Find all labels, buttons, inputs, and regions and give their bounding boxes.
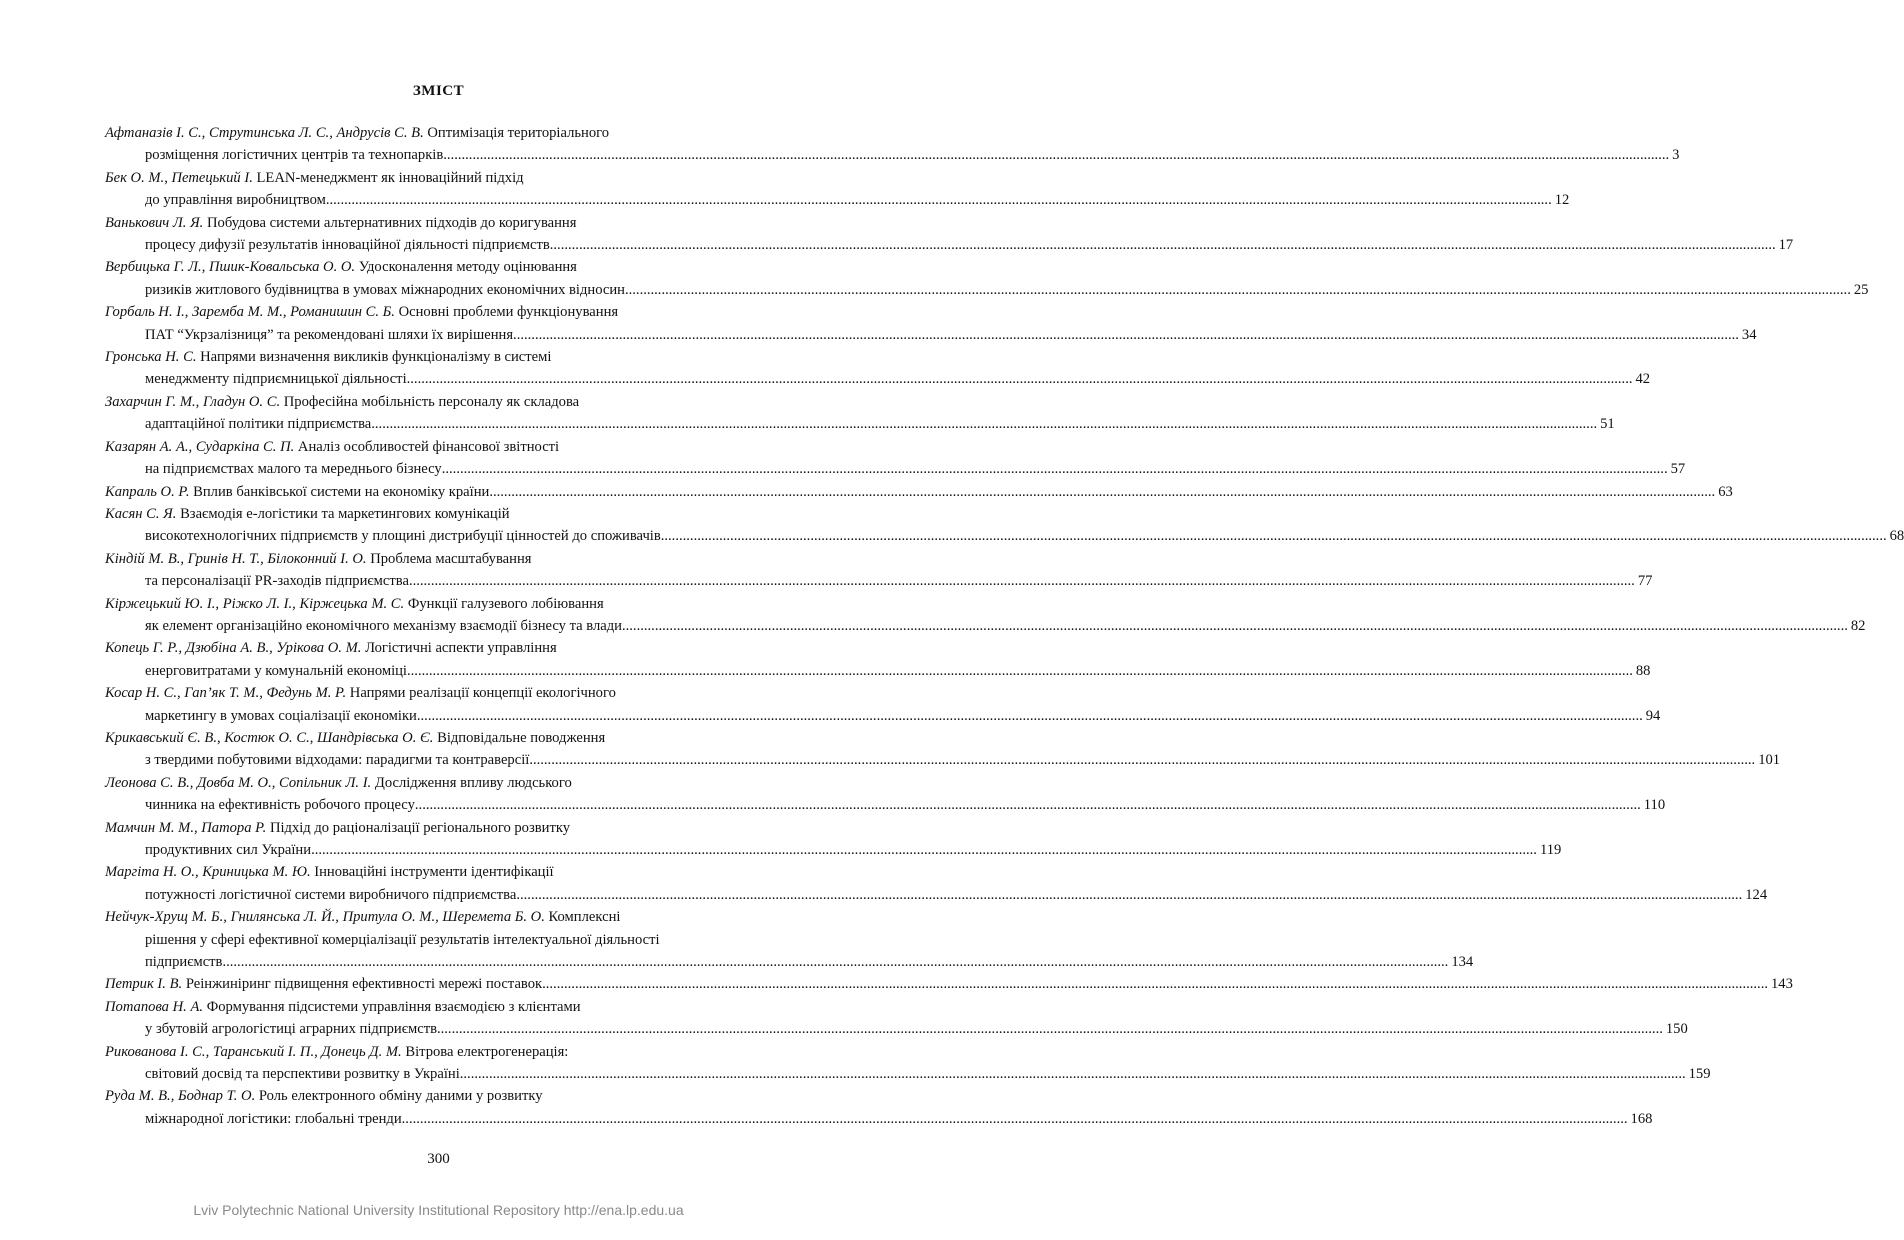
toc-entry-page: 42: [1635, 371, 1651, 388]
toc-leader-dots: [661, 525, 1887, 547]
toc-entry-title: Удосконалення методу оцінювання: [358, 259, 577, 276]
toc-entry-page: 63: [1718, 483, 1733, 500]
toc-entry-title: адаптаційної політики підприємства: [145, 416, 372, 433]
toc-entry-line: [105, 637, 803, 659]
toc-leader-dots: [625, 279, 1851, 301]
toc-entry: [105, 637, 1651, 682]
toc-entry-title: у збутовій агрологістиці аграрних підприємств: [145, 1021, 437, 1038]
toc-entry-line: [105, 256, 803, 278]
toc-entry-line: [105, 481, 1733, 503]
toc-entry-title: Логістичні аспекти управління: [365, 640, 557, 657]
toc-entry-authors: Крикавський Є. В., Костюк О. С., Шандрівська О. Є.: [105, 729, 434, 746]
toc-entry-title: до управління виробництвом: [145, 192, 326, 209]
toc-entry-page: 134: [1451, 954, 1474, 971]
toc-entry-page: 110: [1643, 797, 1666, 814]
toc-entry-line: [105, 346, 803, 368]
toc-leader-dots: [550, 234, 1776, 256]
toc-entry-title: Проблема масштабування: [370, 550, 532, 567]
toc-entry-title: на підприємствах малого та мереднього бізнесу: [145, 461, 442, 478]
toc-entry: [105, 481, 1733, 503]
toc-entry-line: [105, 167, 803, 189]
toc-entry-title: Вплив банківської системи на економіку країни: [193, 483, 490, 500]
toc-leader-dots: [516, 884, 1742, 906]
toc-entry-line: [105, 570, 1653, 592]
toc-entry: [105, 212, 1794, 257]
toc-entry-title: продуктивних сил України: [145, 842, 312, 858]
toc-entry-title: міжнародної логістики: глобальні тренди: [145, 1110, 402, 1127]
toc-entry-title: потужності логістичної системи виробничого підприємства: [145, 886, 517, 903]
toc-entry-page: 34: [1741, 326, 1757, 343]
toc-entry-line: [105, 391, 803, 413]
toc-entry-authors: Нейчук-Хрущ М. Б., Гнилянська Л. Й., Притула О. М., Шеремета Б. О.: [105, 909, 545, 926]
toc-entry-authors: Вербицька Г. Л., Пшик-Ковальська О. О.: [105, 259, 356, 276]
toc-entry-page: 57: [1670, 461, 1686, 478]
toc-entry: [105, 436, 1686, 481]
toc-entry-line: [105, 234, 1794, 256]
toc-entry-title: процесу дифузії результатів інноваційної діяльності підприємств: [145, 237, 550, 254]
toc-entry-title: Взаємодія е-логістики та маркетингових комунікацій: [180, 505, 510, 522]
toc-entry-title: високотехнологічних підприємств у площині дистрибуції цінностей до споживачів: [145, 528, 661, 545]
toc-entry-authors: Косар Н. С., Гап’як Т. М., Федунь М. Р.: [105, 685, 347, 702]
toc-entry: [105, 1085, 1653, 1130]
toc-entry-title: Напрями реалізації концепції екологічного: [349, 685, 616, 702]
toc-entry-authors: Мамчин М. М., Патора Р.: [105, 819, 267, 836]
toc-entry-authors: Гронська Н. С.: [105, 349, 197, 366]
toc-entry-title: маркетингу в умовах соціалізації економіки: [145, 707, 417, 724]
toc-entry-title: Вітрова електрогенерація:: [405, 1043, 569, 1060]
toc-entry-line: [105, 458, 1686, 480]
toc-entry-line: [105, 727, 803, 749]
toc-entry-page: 51: [1600, 416, 1615, 433]
toc-entry-line: [105, 122, 803, 144]
toc-entry-authors: Казарян А. А., Сударкіна С. П.: [105, 438, 295, 455]
toc-entry-title: Професійна мобільність персоналу як складова: [283, 393, 580, 410]
toc-entry-line: [105, 973, 1793, 995]
toc-entry-title: Основні проблеми функціонування: [398, 304, 619, 321]
toc-entry-line: [105, 705, 1661, 727]
toc-entry-title: Відповідальне поводження: [437, 729, 606, 746]
toc-entry-line: [105, 368, 1651, 390]
toc-entry-line: [105, 525, 1904, 547]
toc-entry-title: Оптимізація територіального: [427, 125, 610, 141]
toc-entry: [105, 861, 1768, 906]
toc-entry-line: [105, 1063, 1711, 1085]
toc-entry-line: [105, 548, 803, 570]
table-of-contents: [105, 122, 1904, 1130]
toc-entry-line: [105, 615, 1866, 637]
toc-leader-dots: [542, 973, 1768, 995]
toc-entry-title: ПАТ “Укрзалізниця” та рекомендовані шляхи їх вирішення: [145, 326, 514, 343]
toc-entry-title: підприємств: [145, 954, 223, 971]
toc-leader-dots: [222, 951, 1448, 973]
toc-entry-page: 124: [1745, 886, 1768, 903]
toc-entry-title: LEAN-менеджмент як інноваційний підхід: [256, 169, 524, 186]
toc-entry-title: Функції галузевого лобіювання: [407, 595, 604, 612]
toc-entry-line: [105, 279, 1869, 301]
toc-leader-dots: [442, 458, 1668, 480]
toc-entry-title: чинника на ефективність робочого процесу: [145, 797, 415, 814]
toc-entry-authors: Ванькович Л. Я.: [105, 214, 204, 231]
toc-entry: [105, 346, 1651, 391]
toc-entry: [105, 1041, 1711, 1086]
toc-entry-page: 82: [1850, 617, 1866, 634]
toc-leader-dots: [311, 839, 1537, 861]
toc-entry-page: 159: [1688, 1066, 1711, 1083]
page-number: 300: [427, 1151, 450, 1167]
toc-entry-authors: Бек О. М., Петецький І.: [105, 169, 253, 186]
toc-entry-line: [105, 1085, 803, 1107]
toc-leader-dots: [622, 615, 1848, 637]
toc-entry: [105, 727, 1781, 772]
toc-entry-line: [105, 884, 1768, 906]
toc-leader-dots: [415, 794, 1641, 816]
toc-entry-line: [105, 593, 803, 615]
toc-entry-page: 3: [1672, 147, 1680, 164]
toc-leader-dots: [529, 749, 1755, 771]
toc-entry-title: та персоналізації PR-заходів підприємства: [145, 573, 409, 590]
toc-entry-authors: Рикованова І. С., Таранський І. П., Донець Д. М.: [105, 1043, 402, 1060]
toc-entry-page: 25: [1853, 281, 1869, 298]
toc-entry-line: [105, 749, 1781, 771]
toc-entry: [105, 122, 1680, 167]
toc-entry-authors: Маргіта Н. О., Криницька М. Ю.: [105, 864, 311, 881]
toc-entry-line: [105, 301, 803, 323]
toc-entry: [105, 906, 1474, 973]
toc-entry: [105, 167, 1570, 212]
toc-leader-dots: [407, 368, 1633, 390]
toc-entry-page: 68: [1889, 528, 1904, 545]
toc-leader-dots: [489, 481, 1715, 503]
toc-entry: [105, 772, 1666, 817]
toc-entry: [105, 973, 1793, 995]
toc-leader-dots: [407, 660, 1633, 682]
toc-entry-title: Дослідження впливу людського: [374, 774, 572, 791]
page-title: ЗМІСТ: [412, 83, 465, 99]
toc-entry-line: [105, 1018, 1688, 1040]
toc-entry: [105, 301, 1757, 346]
toc-entry-page: 77: [1637, 573, 1653, 590]
toc-entry-line: [105, 839, 1562, 861]
toc-entry-line: [105, 189, 1570, 211]
toc-entry: [105, 593, 1866, 638]
toc-entry-title: Комплексні: [548, 909, 621, 926]
toc-entry-line: [105, 772, 803, 794]
toc-entry-authors: Кіржецький Ю. І., Ріжко Л. І., Кіржецька М. С.: [105, 595, 405, 612]
toc-entry-title: Формування підсистеми управління взаємодією з клієнтами: [206, 998, 581, 1015]
toc-leader-dots: [326, 189, 1552, 211]
toc-entry-page: 101: [1758, 752, 1781, 769]
toc-entry: [105, 996, 1688, 1041]
toc-entry-line: [105, 660, 1651, 682]
toc-entry-title: рішення у сфері ефективної комерціалізації результатів інтелектуальної діяльності: [145, 931, 660, 948]
toc-entry-line: [105, 1108, 1653, 1130]
toc-leader-dots: [409, 570, 1635, 592]
toc-entry-line: [105, 794, 1666, 816]
toc-leader-dots: [460, 1063, 1686, 1085]
toc-entry-title: Роль електронного обміну даними у розвитку: [258, 1088, 543, 1105]
toc-entry-title: світовий досвід та перспективи розвитку в Україні: [145, 1066, 460, 1083]
toc-entry-title: як елемент організаційно економічного механізму взаємодії бізнесу та влади: [145, 617, 622, 634]
toc-entry-authors: Петрик І. В.: [105, 976, 183, 993]
toc-entry-authors: Копець Г. Р., Дзюбіна А. В., Урікова О. М.: [105, 640, 362, 657]
toc-leader-dots: [417, 705, 1643, 727]
toc-entry-line: [105, 682, 803, 704]
toc-entry-page: 119: [1539, 842, 1562, 858]
toc-leader-dots: [513, 324, 1739, 346]
toc-entry-authors: Афтаназів І. С., Струтинська Л. С., Андрусів С. В.: [105, 125, 424, 141]
toc-entry-title: з твердими побутовими відходами: парадигми та контраверсії: [145, 752, 530, 769]
toc-entry-authors: Капраль О. Р.: [105, 483, 190, 500]
toc-entry-line: [105, 906, 803, 928]
toc-entry-title: розміщення логістичних центрів та технопарків: [145, 147, 444, 164]
toc-entry-line: [105, 436, 803, 458]
toc-entry: [105, 817, 1562, 862]
toc-entry-page: 88: [1635, 662, 1651, 679]
toc-entry-authors: Руда М. В., Боднар Т. О.: [105, 1088, 256, 1105]
toc-entry-line: [105, 1041, 803, 1063]
toc-leader-dots: [402, 1108, 1628, 1130]
toc-entry: [105, 256, 1869, 301]
toc-entry-authors: Касян С. Я.: [105, 505, 177, 522]
toc-entry: [105, 503, 1904, 548]
toc-entry-authors: Кіндій М. В., Гринів Н. Т., Білоконний І. О.: [105, 550, 367, 567]
toc-entry-title: Побудова системи альтернативних підходів до коригування: [206, 214, 577, 231]
toc-entry-line: [105, 951, 1474, 973]
toc-entry-authors: Захарчин Г. М., Гладун О. С.: [105, 393, 281, 410]
toc-entry-authors: Потапова Н. А.: [105, 998, 204, 1015]
toc-leader-dots: [437, 1018, 1663, 1040]
toc-entry-line: [105, 996, 803, 1018]
toc-entry-line: [105, 503, 803, 525]
toc-entry-title: Підхід до раціоналізації регіонального розвитку: [269, 819, 571, 836]
toc-entry-title: Напрями визначення викликів функціоналізму в системі: [200, 349, 552, 366]
toc-entry-line: [105, 324, 1757, 346]
toc-entry: [105, 548, 1653, 593]
toc-entry-line: [105, 929, 803, 951]
toc-entry-page: 143: [1770, 976, 1793, 993]
toc-entry-title: ризиків житлового будівництва в умовах міжнародних економічних відносин: [145, 281, 625, 298]
toc-entry-title: Реінжиніринг підвищення ефективності мережі поставок: [185, 976, 543, 993]
toc-leader-dots: [371, 413, 1597, 435]
toc-leader-dots: [443, 144, 1669, 166]
toc-entry: [105, 682, 1661, 727]
toc-entry-page: 94: [1645, 707, 1661, 724]
toc-entry-line: [105, 861, 803, 883]
toc-entry-line: [105, 144, 1680, 166]
toc-entry-page: 150: [1665, 1021, 1688, 1038]
toc-entry-page: 17: [1778, 237, 1794, 254]
toc-entry: [105, 391, 1615, 436]
toc-entry-title: менеджменту підприємницької діяльності: [145, 371, 407, 388]
toc-entry-title: Інноваційні інструменти ідентифікації: [314, 864, 554, 881]
toc-entry-line: [105, 212, 803, 234]
toc-entry-line: [105, 413, 1615, 435]
toc-entry-page: 168: [1630, 1110, 1653, 1127]
toc-entry-title: Аналіз особливостей фінансової звітності: [297, 438, 560, 455]
toc-entry-title: енерговитратами у комунальній економіці: [145, 662, 407, 679]
toc-entry-line: [105, 817, 803, 839]
toc-entry-authors: Леонова С. В., Довба М. О., Сопільник Л. І.: [105, 774, 372, 791]
toc-entry-authors: Горбаль Н. І., Заремба М. М., Романишин С. Б.: [105, 304, 395, 321]
repository-footer: Lviv Polytechnic National University Institutional Repository http://ena.lp.edu.ua: [193, 1202, 684, 1218]
toc-entry-page: 12: [1554, 192, 1570, 209]
